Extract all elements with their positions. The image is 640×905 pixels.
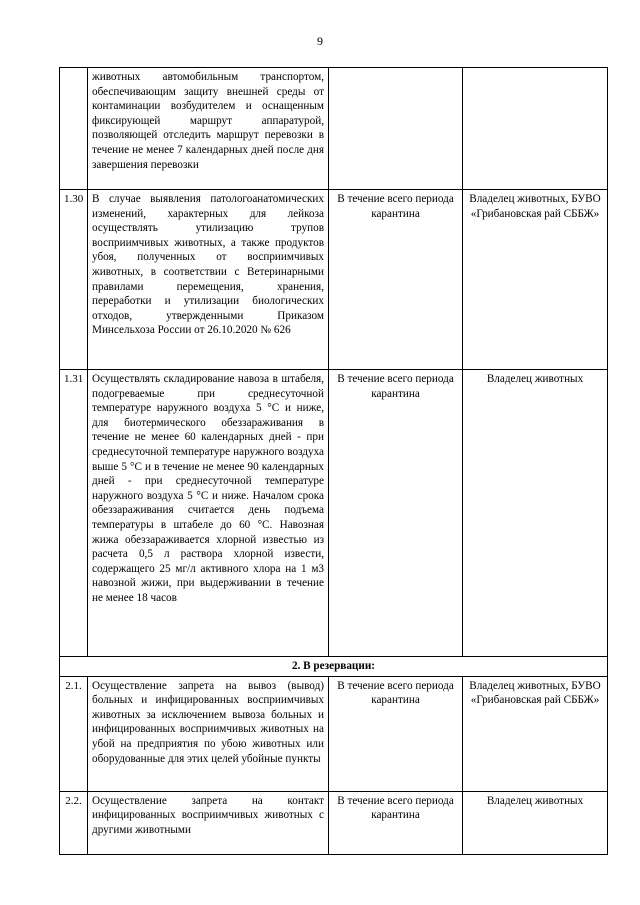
row-number [60, 68, 88, 190]
measure-text: Осуществление запрета на контакт инфицированных восприимчивых животных с другими животными [88, 791, 329, 854]
table-row [60, 676, 608, 791]
measures-table [59, 67, 608, 855]
period-text: В течение всего периода карантина [329, 190, 463, 370]
responsible-text: Владелец животных, БУВО «Грибановская рай СББЖ» [463, 676, 608, 791]
period-text: В течение всего периода карантина [329, 676, 463, 791]
measure-text: В случае выявления патологоанатомических изменений, характерных для лейкоза осуществлять утилизацию трупов восприимчивых животных, а также продуктов убоя, полученных от восприимчивых животных, в соответствии с Ветеринарными правилами перемещения, хранения, переработки и утилизации биологических отходов, утвержденными Приказом Минсельхоза России от 26.10.2020 № 626 [88, 190, 329, 370]
section-title: 2. В резервации: [60, 657, 608, 677]
measure-text: Осуществление запрета на вывоз (вывод) больных и инфицированных восприимчивых животных за исключением вывоза больных и инфицированных восприимчивых животных на убой на предприятия по убою животных или оборудованные для этих целей убойные пункты [88, 676, 329, 791]
responsible-text [463, 68, 608, 190]
table-row [60, 791, 608, 854]
measure-text: животных автомобильным транспортом, обеспечивающим защиту внешней среды от контаминации возбудителем и оснащенным фиксирующей маршрут аппаратурой, позволяющей отследить маршрут перевозки в течение не менее 7 календарных дней после дня завершения перевозки [88, 68, 329, 190]
responsible-text: Владелец животных, БУВО «Грибановская рай СББЖ» [463, 190, 608, 370]
responsible-text: Владелец животных [463, 370, 608, 657]
row-number: 1.31 [60, 370, 88, 657]
period-text: В течение всего периода карантина [329, 370, 463, 657]
table-row [60, 68, 608, 190]
period-text: В течение всего периода карантина [329, 791, 463, 854]
section-header-row [60, 657, 608, 677]
table-row [60, 190, 608, 370]
table-row [60, 370, 608, 657]
row-number: 1.30 [60, 190, 88, 370]
period-text [329, 68, 463, 190]
page-number: 9 [317, 34, 323, 48]
row-number: 2.1. [60, 676, 88, 791]
row-number: 2.2. [60, 791, 88, 854]
measure-text: Осуществлять складирование навоза в штабеля, подогреваемые при среднесуточной температуре наружного воздуха 5 °С и ниже, для биотермического обеззараживания в течение не менее 60 календарных дней - при среднесуточной температуре наружного воздуха выше 5 °С и в течение не менее 90 календарных дней - при среднесуточной температуре наружного воздуха 5 °С и ниже. Началом срока обеззараживания считается день подъема температуры в штабеле до 60 °С. Навозная жижа обеззараживается хлорной известью из расчета 0,5 л раствора хлорной извести, содержащего 25 мг/л активного хлора на 1 м3 навозной жижи, при выдерживании в течение не менее 18 часов [88, 370, 329, 657]
responsible-text: Владелец животных [463, 791, 608, 854]
